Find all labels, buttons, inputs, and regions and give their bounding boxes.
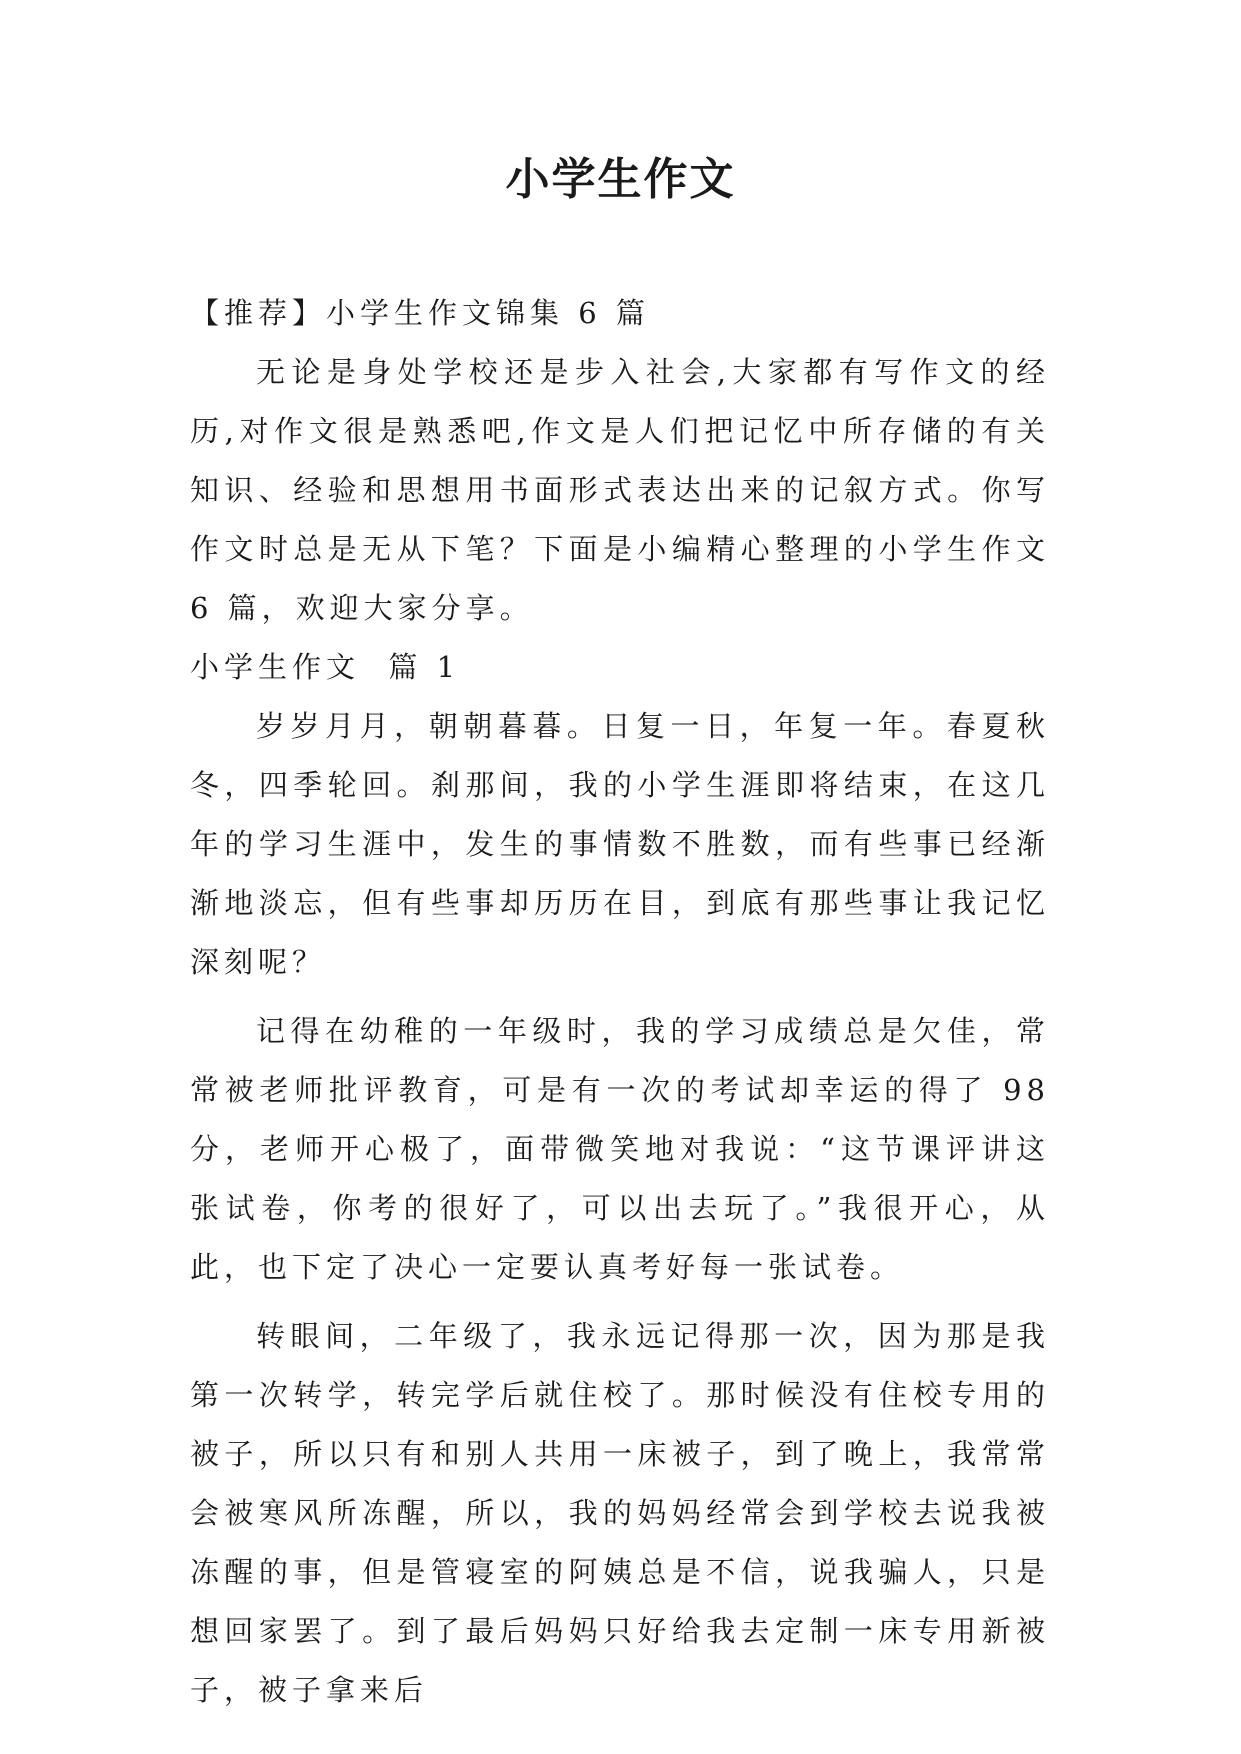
body-paragraph: 岁岁月月，朝朝暮暮。日复一日，年复一年。春夏秋冬，四季轮回。刹那间，我的小学生涯即将结束，在这几年的学习生涯中，发生的事情数不胜数，而有些事已经渐渐地淡忘，但有些事却历历在目，到底有那些事让我记忆深刻呢？ [190,709,1050,979]
intro-paragraph: 无论是身处学校还是步入社会,大家都有写作文的经历,对作文很是熟悉吧,作文是人们把记忆中所存储的有关知识、经验和思想用书面形式表达出来的记叙方式。你写作文时总是无从下笔？下面是小编精心整理的小学生作文 6 篇，欢迎大家分享。 [190,355,1050,625]
document-subtitle: 【推荐】小学生作文锦集 6 篇 [190,296,650,330]
section-heading: 小学生作文 篇 1 [190,650,461,684]
body-paragraph: 转眼间，二年级了，我永远记得那一次，因为那是我第一次转学，转完学后就住校了。那时候没有住校专用的被子，所以只有和别人共用一床被子，到了晚上，我常常会被寒风所冻醒，所以，我的妈妈经常会到学校去说我被冻醒的事，但是管寝室的阿姨总是不信，说我骗人，只是想回家罢了。到了最后妈妈只好给我去定制一床专用新被子，被子拿来后 [190,1319,1050,1707]
document-body [190,284,1050,1720]
body-paragraph: 记得在幼稚的一年级时，我的学习成绩总是欠佳，常常被老师批评教育，可是有一次的考试却幸运的得了 98 分，老师开心极了，面带微笑地对我说：“这节课评讲这张试卷，你考的很好了，可以出去玩了。”我很开心，从此，也下定了决心一定要认真考好每一张试卷。 [190,1014,1050,1284]
document-title: 小学生作文 [505,154,736,205]
